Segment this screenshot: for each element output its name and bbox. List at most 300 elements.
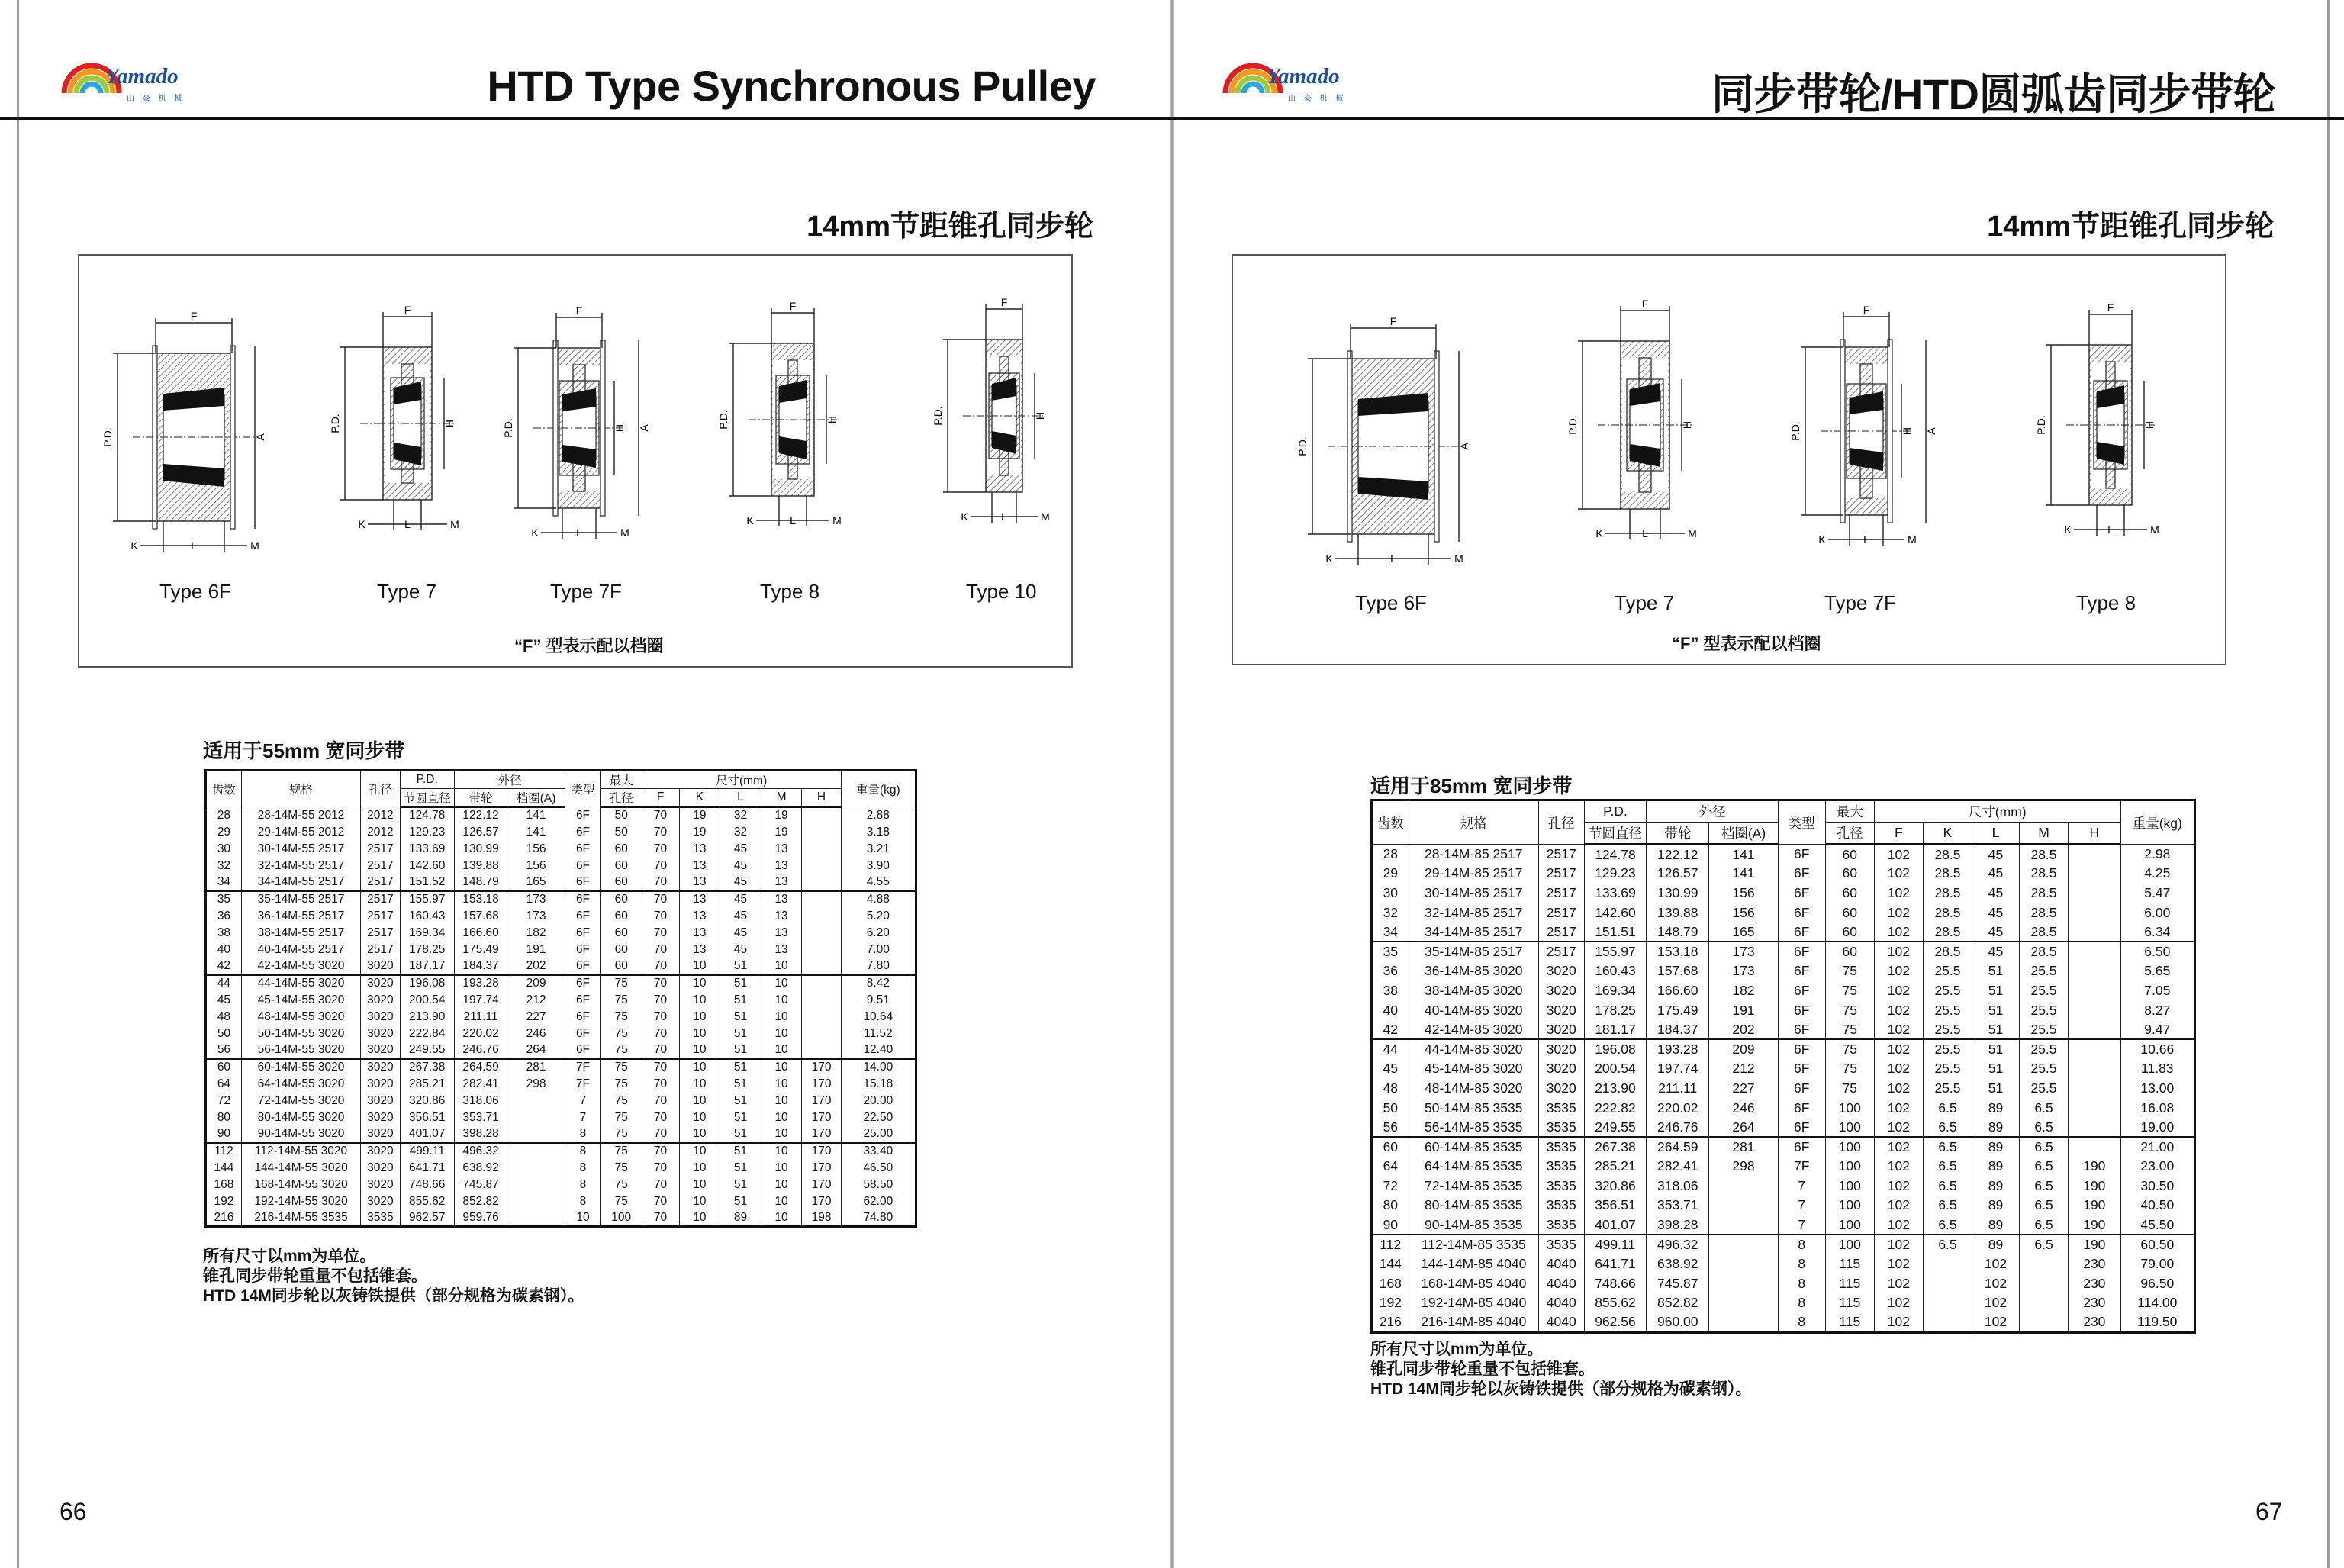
cell-teeth: 80	[206, 1109, 242, 1126]
cell-f: 102	[1874, 1039, 1923, 1059]
cell-h: 170	[802, 1093, 841, 1109]
cell-m: 13	[761, 942, 802, 958]
cell-f: 102	[1874, 1157, 1923, 1177]
cell-teeth: 72	[206, 1093, 242, 1109]
cell-l: 45	[1972, 903, 2020, 922]
flange-right	[600, 340, 605, 516]
cell-type: 8	[565, 1160, 601, 1177]
cell-f: 70	[642, 908, 679, 925]
cell-weight: 119.50	[2120, 1313, 2194, 1333]
cell-f: 102	[1874, 1293, 1923, 1313]
dim-l-label: L	[576, 526, 582, 539]
cell-spec: 44-14M-55 3020	[241, 975, 360, 992]
cell-f: 102	[1874, 961, 1923, 981]
cell-k: 10	[679, 1009, 720, 1025]
cell-type: 6F	[1778, 1039, 1825, 1059]
col-od-belt: 带轮	[454, 789, 507, 807]
cell-weight: 58.50	[841, 1177, 916, 1193]
cell-type: 6F	[1778, 845, 1825, 864]
cell-pd: 962.57	[400, 1210, 454, 1227]
cell-l: 45	[720, 891, 761, 908]
dim-a-label: A	[638, 424, 650, 432]
col-m: M	[761, 789, 802, 807]
cell-k: 25.5	[1923, 1000, 1972, 1020]
cell-f: 70	[642, 942, 679, 958]
cell-m	[2019, 1293, 2068, 1313]
cell-l: 51	[1972, 1000, 2020, 1020]
dim-pd-label: P.D.	[1789, 421, 1801, 441]
cell-h	[802, 1042, 841, 1059]
cell-spec: 32-14M-85 2517	[1409, 903, 1538, 922]
cell-m: 28.5	[2019, 884, 2068, 903]
cell-teeth: 48	[206, 1009, 242, 1025]
cell-max-bore: 75	[600, 1009, 642, 1025]
cell-max-bore: 60	[1825, 922, 1874, 942]
cell-pd: 155.97	[400, 891, 454, 908]
cell-h	[802, 1025, 841, 1042]
dim-m-label: M	[2150, 523, 2159, 536]
cell-m: 10	[761, 1025, 802, 1042]
cell-od-flange: 191	[1709, 1000, 1779, 1020]
cell-bore: 4040	[1538, 1274, 1584, 1294]
cell-spec: 38-14M-55 2517	[241, 925, 360, 942]
cell-k	[1923, 1254, 1972, 1274]
cell-h	[2069, 845, 2121, 864]
cell-spec: 30-14M-85 2517	[1409, 884, 1538, 903]
cell-f: 102	[1874, 1079, 1923, 1099]
cell-f: 70	[642, 1042, 679, 1059]
flange-left	[1347, 351, 1352, 542]
cell-l: 32	[720, 807, 761, 824]
cell-spec: 45-14M-85 3020	[1409, 1059, 1538, 1079]
cell-type: 6F	[565, 807, 601, 824]
cell-h	[802, 925, 841, 942]
cell-pd: 401.07	[400, 1126, 454, 1143]
cell-h	[802, 824, 841, 841]
cell-od-belt: 197.74	[1647, 1059, 1709, 1079]
cell-teeth: 90	[1372, 1215, 1409, 1235]
cell-max-bore: 60	[600, 841, 642, 858]
table-row	[1372, 1157, 2195, 1177]
cell-weight: 4.55	[841, 874, 916, 891]
cell-k: 10	[679, 958, 720, 975]
cell-max-bore: 100	[1825, 1196, 1874, 1215]
dim-a-label: A	[1458, 443, 1470, 450]
col-bore: 孔径	[361, 771, 400, 807]
cell-pd: 155.97	[1584, 942, 1647, 961]
cell-od-flange: 173	[507, 908, 565, 925]
cell-m: 6.5	[2019, 1196, 2068, 1215]
cell-od-flange: 156	[1709, 884, 1779, 903]
cell-max-bore: 100	[1825, 1177, 1874, 1196]
col-od-flange: 档圈(A)	[1709, 823, 1779, 845]
cell-od-flange: 165	[1709, 922, 1779, 942]
cell-weight: 8.42	[841, 975, 916, 992]
cell-max-bore: 75	[1825, 1000, 1874, 1020]
dim-m-label: M	[1454, 552, 1463, 565]
cell-type: 6F	[1778, 942, 1825, 961]
table-row	[206, 1193, 916, 1210]
cell-type: 7	[565, 1109, 601, 1126]
cell-od-belt: 960.00	[1647, 1313, 1709, 1333]
col-teeth: 齿数	[1372, 800, 1409, 845]
cell-m: 10	[761, 1160, 802, 1177]
cell-l: 45	[1972, 884, 2020, 903]
cell-k: 10	[679, 1193, 720, 1210]
cell-f: 70	[642, 1143, 679, 1160]
cell-h: 190	[2069, 1196, 2121, 1215]
cell-h: 170	[802, 1076, 841, 1093]
cell-bore: 2517	[361, 925, 400, 942]
cell-h	[802, 891, 841, 908]
dim-f-label: F	[190, 310, 198, 322]
cell-type: 8	[565, 1177, 601, 1193]
cell-f: 70	[642, 1076, 679, 1093]
cell-spec: 64-14M-85 3535	[1409, 1157, 1538, 1177]
cell-spec: 35-14M-85 2517	[1409, 942, 1538, 961]
dim-f-label: F	[404, 304, 411, 316]
cell-weight: 114.00	[2120, 1293, 2194, 1313]
cell-spec: 40-14M-55 2517	[241, 942, 360, 958]
cell-bore: 3020	[361, 1009, 400, 1025]
dim-pd-label: P.D.	[717, 410, 729, 430]
cell-f: 102	[1874, 1118, 1923, 1138]
brand-logo	[1222, 47, 1375, 107]
cell-l: 89	[1972, 1157, 2020, 1177]
col-maxbore-sub: 孔径	[1825, 823, 1874, 845]
cell-max-bore: 115	[1825, 1254, 1874, 1274]
cell-weight: 40.50	[2120, 1196, 2194, 1215]
cell-k: 13	[679, 942, 720, 958]
cell-max-bore: 75	[1825, 981, 1874, 1001]
cell-od-belt: 139.88	[454, 858, 507, 874]
header-title: HTD Type Synchronous Pulley	[487, 62, 1096, 110]
cell-m: 10	[761, 1042, 802, 1059]
cell-pd: 641.71	[1584, 1254, 1647, 1274]
cell-teeth: 28	[206, 807, 242, 824]
cell-teeth: 90	[206, 1126, 242, 1143]
cell-max-bore: 75	[1825, 1059, 1874, 1079]
cell-teeth: 38	[1372, 981, 1409, 1001]
cell-h: 170	[802, 1126, 841, 1143]
cell-spec: 30-14M-55 2517	[241, 841, 360, 858]
cell-f: 70	[642, 1210, 679, 1227]
table-row	[206, 858, 916, 874]
cell-f: 70	[642, 975, 679, 992]
table-row	[206, 1160, 916, 1177]
cell-od-belt: 197.74	[454, 992, 507, 1009]
cell-weight: 20.00	[841, 1093, 916, 1109]
cell-max-bore: 75	[600, 1025, 642, 1042]
cell-l: 89	[1972, 1098, 2020, 1118]
cell-l: 89	[1972, 1215, 2020, 1235]
cell-l: 45	[720, 942, 761, 958]
cell-pd: 222.84	[400, 1025, 454, 1042]
cell-m: 6.5	[2019, 1098, 2068, 1118]
cell-type: 6F	[565, 975, 601, 992]
cell-bore: 2517	[1538, 922, 1584, 942]
cell-bore: 2517	[1538, 845, 1584, 864]
cell-max-bore: 100	[1825, 1235, 1874, 1254]
dim-pd-label: P.D.	[932, 406, 944, 426]
cell-teeth: 192	[1372, 1293, 1409, 1313]
cell-max-bore: 75	[600, 1059, 642, 1076]
cell-k: 10	[679, 1109, 720, 1126]
cell-teeth: 56	[1372, 1118, 1409, 1138]
col-type: 类型	[1778, 800, 1825, 845]
cell-l: 102	[1972, 1293, 2020, 1313]
cell-f: 70	[642, 891, 679, 908]
cell-m: 10	[761, 1109, 802, 1126]
cell-f: 70	[642, 841, 679, 858]
cell-h	[2069, 1137, 2121, 1157]
table-row	[1372, 1196, 2195, 1215]
cell-weight: 13.00	[2120, 1079, 2194, 1099]
col-maxbore: 最大	[1825, 800, 1874, 823]
cell-od-belt: 220.02	[1647, 1098, 1709, 1118]
cell-type: 6F	[565, 891, 601, 908]
col-teeth: 齿数	[206, 771, 242, 807]
cell-h: 230	[2069, 1254, 2121, 1274]
cell-spec: 80-14M-55 3020	[241, 1109, 360, 1126]
cell-weight: 30.50	[2120, 1177, 2194, 1196]
cell-h: 170	[802, 1177, 841, 1193]
cell-od-flange: 141	[507, 807, 565, 824]
cell-type: 8	[1778, 1313, 1825, 1333]
cell-l: 51	[720, 958, 761, 975]
cell-teeth: 44	[1372, 1039, 1409, 1059]
cell-weight: 2.88	[841, 807, 916, 824]
cell-l: 51	[720, 1143, 761, 1160]
cell-teeth: 44	[206, 975, 242, 992]
type-10-caption: Type 10	[966, 580, 1037, 603]
dim-h-label: H	[826, 415, 838, 424]
cell-f: 102	[1874, 981, 1923, 1001]
cell-od-belt: 638.92	[1647, 1254, 1709, 1274]
cell-f: 102	[1874, 1020, 1923, 1040]
cell-type: 6F	[565, 1009, 601, 1025]
cell-f: 70	[642, 958, 679, 975]
cell-l: 51	[720, 1009, 761, 1025]
cell-od-belt: 157.68	[1647, 961, 1709, 981]
cell-weight: 9.51	[841, 992, 916, 1009]
cell-od-belt: 398.28	[1647, 1215, 1709, 1235]
cell-max-bore: 75	[600, 1126, 642, 1143]
cell-teeth: 29	[206, 824, 242, 841]
cell-bore: 3020	[1538, 1079, 1584, 1099]
header-title: 同步带轮/HTD圆弧齿同步带轮	[1711, 70, 2275, 118]
dim-m-label: M	[250, 539, 259, 552]
cell-max-bore: 75	[600, 1076, 642, 1093]
cell-type: 6F	[565, 874, 601, 891]
cell-od-belt: 282.41	[454, 1076, 507, 1093]
cell-bore: 3020	[361, 1059, 400, 1076]
cell-f: 70	[642, 1059, 679, 1076]
cell-l: 45	[1972, 922, 2020, 942]
cell-od-flange: 141	[1709, 845, 1779, 864]
cell-od-flange: 281	[507, 1059, 565, 1076]
cell-h	[2069, 942, 2121, 961]
cell-teeth: 72	[1372, 1177, 1409, 1196]
cell-pd: 267.38	[400, 1059, 454, 1076]
cell-k: 10	[679, 1059, 720, 1076]
table-title: 适用于85mm 宽同步带	[1370, 774, 1573, 797]
cell-od-flange: 202	[1709, 1020, 1779, 1040]
cell-weight: 6.50	[2120, 942, 2194, 961]
cell-od-flange: 141	[1709, 864, 1779, 884]
cell-k: 10	[679, 1143, 720, 1160]
cell-pd: 641.71	[400, 1160, 454, 1177]
note-material: HTD 14M同步轮以灰铸铁提供（部分规格为碳素钢）。	[203, 1287, 584, 1305]
cell-f: 70	[642, 807, 679, 824]
cell-weight: 10.66	[2120, 1039, 2194, 1059]
cell-spec: 50-14M-85 3535	[1409, 1098, 1538, 1118]
cell-od-belt: 745.87	[454, 1177, 507, 1193]
cell-bore: 2012	[361, 807, 400, 824]
cell-teeth: 35	[1372, 942, 1409, 961]
cell-h	[802, 975, 841, 992]
dim-m-label: M	[1688, 527, 1697, 539]
table-row	[1372, 1020, 2195, 1040]
flange-left	[1840, 340, 1845, 523]
cell-od-flange: 227	[507, 1009, 565, 1025]
cell-od-flange: 209	[1709, 1039, 1779, 1059]
cell-k: 25.5	[1923, 1079, 1972, 1099]
type-7-caption: Type 7	[377, 580, 437, 603]
cell-od-belt: 220.02	[454, 1025, 507, 1042]
cell-m: 6.5	[2019, 1235, 2068, 1254]
cell-max-bore: 75	[600, 1093, 642, 1109]
cell-od-flange: 182	[507, 925, 565, 942]
cell-type: 10	[565, 1210, 601, 1227]
dim-k-label: K	[1595, 527, 1603, 539]
cell-k: 6.5	[1923, 1215, 1972, 1235]
cell-teeth: 36	[206, 908, 242, 925]
cell-type: 6F	[1778, 1059, 1825, 1079]
cell-h: 198	[802, 1210, 841, 1227]
cell-m: 25.5	[2019, 981, 2068, 1001]
type-7f-caption: Type 7F	[550, 580, 622, 603]
cell-k: 6.5	[1923, 1118, 1972, 1138]
cell-l: 45	[720, 925, 761, 942]
cell-k: 10	[679, 1126, 720, 1143]
dim-l-label: L	[1642, 527, 1648, 539]
cell-spec: 90-14M-55 3020	[241, 1126, 360, 1143]
cell-spec: 34-14M-55 2517	[241, 874, 360, 891]
cell-bore: 4040	[1538, 1313, 1584, 1333]
cell-k: 10	[679, 1025, 720, 1042]
dim-k-label: K	[1818, 533, 1826, 546]
cell-od-flange	[1709, 1254, 1779, 1274]
cell-h	[802, 942, 841, 958]
col-k: K	[1923, 823, 1972, 845]
cell-l: 51	[1972, 1020, 2020, 1040]
cell-k: 25.5	[1923, 1039, 1972, 1059]
table-notes	[1370, 1340, 1751, 1399]
cell-h	[802, 841, 841, 858]
cell-pd: 356.51	[1584, 1196, 1647, 1215]
cell-weight: 6.20	[841, 925, 916, 942]
cell-bore: 3020	[361, 1193, 400, 1210]
cell-type: 7	[565, 1093, 601, 1109]
type-8-caption: Type 8	[2076, 591, 2136, 614]
cell-od-belt: 398.28	[454, 1126, 507, 1143]
cell-k: 28.5	[1923, 903, 1972, 922]
cell-f: 102	[1874, 903, 1923, 922]
cell-weight: 2.98	[2120, 845, 2194, 864]
cell-f: 102	[1874, 1274, 1923, 1294]
col-f: F	[642, 789, 679, 807]
cell-f: 70	[642, 925, 679, 942]
cell-type: 6F	[565, 1042, 601, 1059]
cell-weight: 7.05	[2120, 981, 2194, 1001]
cell-bore: 3020	[361, 992, 400, 1009]
cell-weight: 16.08	[2120, 1098, 2194, 1118]
col-maxbore: 最大	[600, 771, 642, 789]
cell-pd: 181.17	[1584, 1020, 1647, 1040]
cell-type: 6F	[565, 958, 601, 975]
cell-od-flange: 173	[1709, 961, 1779, 981]
cell-spec: 28-14M-55 2012	[241, 807, 360, 824]
pulley-drawing-10	[932, 296, 1050, 523]
cell-weight: 10.64	[841, 1009, 916, 1025]
cell-spec: 216-14M-55 3535	[241, 1210, 360, 1227]
cell-max-bore: 100	[1825, 1157, 1874, 1177]
cell-teeth: 60	[1372, 1137, 1409, 1157]
pulley-drawing-7	[1566, 298, 1697, 539]
cell-teeth: 34	[1372, 922, 1409, 942]
pulley-type-diagrams	[1232, 254, 2226, 665]
table-row	[1372, 1098, 2195, 1118]
col-spec: 规格	[241, 771, 360, 807]
cell-bore: 3535	[1538, 1177, 1584, 1196]
cell-f: 102	[1874, 922, 1923, 942]
cell-l: 45	[1972, 864, 2020, 884]
cell-spec: 35-14M-55 2517	[241, 891, 360, 908]
dim-pd-label: P.D.	[502, 418, 514, 438]
cell-spec: 72-14M-85 3535	[1409, 1177, 1538, 1196]
table-row	[1372, 1177, 2195, 1196]
cell-h	[2069, 1098, 2121, 1118]
brand-logo	[61, 47, 214, 107]
cell-teeth: 40	[1372, 1000, 1409, 1020]
cell-bore: 3020	[1538, 1059, 1584, 1079]
cell-pd: 169.34	[1584, 981, 1647, 1001]
cell-teeth: 216	[1372, 1313, 1409, 1333]
pulley-type-diagrams	[78, 254, 1073, 668]
cell-m: 25.5	[2019, 1039, 2068, 1059]
cell-pd: 142.60	[1584, 903, 1647, 922]
dim-k-label: K	[358, 518, 365, 530]
type-7-caption: Type 7	[1615, 591, 1675, 614]
cell-max-bore: 60	[1825, 864, 1874, 884]
cell-bore: 4040	[1538, 1293, 1584, 1313]
cell-m: 25.5	[2019, 1000, 2068, 1020]
cell-type: 6F	[1778, 1118, 1825, 1138]
cell-h	[802, 992, 841, 1009]
flange-right	[1888, 340, 1892, 523]
table-row	[206, 992, 916, 1009]
cell-weight: 11.83	[2120, 1059, 2194, 1079]
table-row	[206, 925, 916, 942]
cell-od-belt: 122.12	[454, 807, 507, 824]
cell-teeth: 45	[1372, 1059, 1409, 1079]
cell-od-flange: 281	[1709, 1137, 1779, 1157]
col-k: K	[679, 789, 720, 807]
cell-od-flange	[1709, 1274, 1779, 1294]
cell-max-bore: 100	[1825, 1137, 1874, 1157]
cell-f: 70	[642, 1025, 679, 1042]
